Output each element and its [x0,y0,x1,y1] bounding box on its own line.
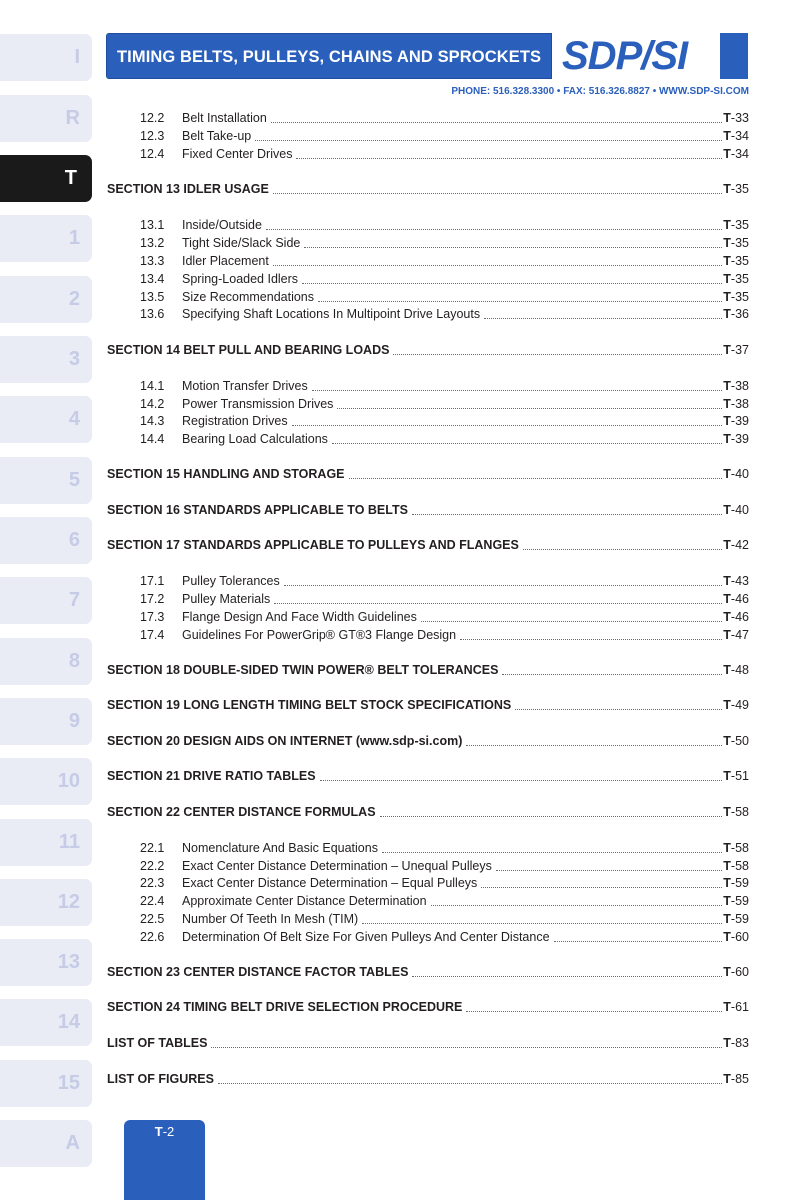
dot-leader [362,922,722,924]
toc-page-ref [722,128,749,144]
side-tab-label: 13 [57,951,80,973]
page-number: -2 [162,1124,175,1139]
toc-page-prefix: T [723,574,731,588]
toc-page-ref [722,911,749,927]
header-banner [106,33,552,79]
toc-page-ref [722,591,749,607]
side-tab-label: 7 [68,589,80,611]
toc-title: SECTION 14 BELT PULL AND BEARING LOADS [107,343,390,357]
dot-leader [255,139,722,141]
toc-number: 17.1 [140,574,165,588]
toc-page-number: -47 [730,628,749,642]
toc-title: Bearing Load Calculations [182,432,328,446]
toc-subsection-row[interactable] [107,271,749,287]
toc-title: SECTION 22 CENTER DISTANCE FORMULAS [107,805,376,819]
toc-page-number: -35 [730,182,749,196]
toc-page-number: -43 [730,574,749,588]
toc-page-prefix: T [723,182,731,196]
side-tab-5[interactable] [0,457,92,504]
toc-title: SECTION 20 DESIGN AIDS ON INTERNET (www.sdp-si.com) [107,734,463,748]
toc-title: SECTION 15 HANDLING AND STORAGE [107,467,345,481]
toc-page-ref [722,733,749,749]
toc-page-prefix: T [723,397,731,411]
toc-title: SECTION 23 CENTER DISTANCE FACTOR TABLES [107,965,409,979]
toc-page-number: -58 [730,859,749,873]
toc-subsection-row[interactable] [107,217,749,233]
toc-number: 14.4 [140,432,165,446]
dot-leader [318,300,722,302]
toc-subsection-row[interactable] [107,128,749,144]
toc-page-prefix: T [723,734,731,748]
toc-page-ref [722,573,749,589]
toc-page-number: -51 [730,769,749,783]
dot-leader [484,317,722,319]
toc-subsection-row[interactable] [107,413,749,429]
toc-page-prefix: T [723,628,731,642]
toc-page-ref [722,929,749,945]
toc-section-row[interactable] [107,466,749,482]
toc-page-number: -40 [730,467,749,481]
side-tab-7[interactable] [0,577,92,624]
toc-page-number: -35 [730,254,749,268]
toc-title: Determination Of Belt Size For Given Pulleys And Center Distance [182,930,550,944]
toc-subsection-row[interactable] [107,146,749,162]
toc-subsection-row[interactable] [107,858,749,874]
toc-page-number: -40 [730,503,749,517]
toc-page-prefix: T [723,841,731,855]
toc-page-prefix: T [723,894,731,908]
toc-page-number: -48 [730,663,749,677]
toc-title: SECTION 19 LONG LENGTH TIMING BELT STOCK SPECIFICATIONS [107,698,512,712]
dot-leader [304,246,722,248]
toc-page-prefix: T [723,218,731,232]
toc-number: 12.3 [140,129,165,143]
toc-number: 22.2 [140,859,165,873]
toc-page-number: -38 [730,379,749,393]
toc-page-number: -59 [730,894,749,908]
side-tab-label: R [65,107,80,129]
toc-section-row[interactable] [107,1071,749,1087]
toc-page-ref [722,858,749,874]
toc-subsection-row[interactable] [107,591,749,607]
toc-title: SECTION 17 STANDARDS APPLICABLE TO PULLEYS AND FLANGES [107,538,519,552]
toc-page-prefix: T [723,1072,731,1086]
toc-section-row[interactable] [107,804,749,820]
dot-leader [502,673,722,675]
toc-number: 13.1 [140,218,165,232]
toc-section-row[interactable] [107,181,749,197]
dot-leader [412,513,722,515]
toc-section-row[interactable] [107,537,749,553]
side-tab-1[interactable] [0,215,92,262]
toc-title: Tight Side/Slack Side [182,236,301,250]
toc-section-row[interactable] [107,697,749,713]
toc-title: Exact Center Distance Determination – Equal Pulleys [182,876,478,890]
page-number-label [124,1124,205,1139]
toc-title: Specifying Shaft Locations In Multipoint Drive Layouts [182,307,481,321]
side-tab-12[interactable] [0,879,92,926]
toc-page-ref [722,627,749,643]
side-tab-label: A [65,1132,80,1154]
toc-title: Exact Center Distance Determination – Unequal Pulleys [182,859,492,873]
toc-number: 13.6 [140,307,165,321]
toc-page-ref [722,217,749,233]
toc-page-prefix: T [723,663,731,677]
toc-page-ref [722,1071,749,1087]
toc-subsection-row[interactable] [107,110,749,126]
dot-leader [393,353,722,355]
toc-section-row[interactable] [107,999,749,1015]
toc-subsection-row[interactable] [107,627,749,643]
toc-page-number: -35 [730,218,749,232]
toc-page-prefix: T [723,1036,731,1050]
toc-title: Idler Placement [182,254,269,268]
toc-subsection-row[interactable] [107,396,749,412]
toc-title: Fixed Center Drives [182,147,293,161]
toc-page-prefix: T [723,307,731,321]
toc-page-number: -60 [730,930,749,944]
side-tab-label: 9 [68,710,80,732]
toc-page-ref [722,609,749,625]
toc-title: LIST OF FIGURES [107,1072,214,1086]
side-tab-label: 6 [68,529,80,551]
company-logo [552,33,748,79]
toc-title: SECTION 13 IDLER USAGE [107,182,269,196]
side-tab-label: 8 [68,650,80,672]
toc-page-ref [722,804,749,820]
toc-number: 13.3 [140,254,165,268]
toc-page-prefix: T [723,592,731,606]
toc-page-prefix: T [723,343,731,357]
logo-text: SDP/SI [562,34,688,78]
dot-leader [554,940,723,942]
dot-leader [218,1082,722,1084]
toc-page-ref [722,964,749,980]
side-tab-11[interactable] [0,819,92,866]
toc-subsection-row[interactable] [107,431,749,447]
toc-page-ref [722,840,749,856]
toc-subsection-row[interactable] [107,306,749,322]
toc-page-number: -34 [730,129,749,143]
side-tab-label: 12 [57,891,80,913]
toc-subsection-row[interactable] [107,235,749,251]
dot-leader [421,620,722,622]
side-tab-13[interactable] [0,939,92,986]
toc-title: Pulley Materials [182,592,271,606]
side-tab-2[interactable] [0,276,92,323]
toc-page-ref [722,271,749,287]
toc-page-prefix: T [723,111,731,125]
side-tab-label: 3 [68,348,80,370]
toc-subsection-row[interactable] [107,929,749,945]
toc-title: Pulley Tolerances [182,574,280,588]
toc-page-number: -61 [730,1000,749,1014]
toc-number: 13.2 [140,236,165,250]
toc-number: 13.5 [140,290,165,304]
dot-leader [274,602,722,604]
toc-page-ref [722,413,749,429]
toc-section-row[interactable] [107,502,749,518]
toc-title: Power Transmission Drives [182,397,334,411]
toc-page-number: -37 [730,343,749,357]
toc-section-row[interactable] [107,662,749,678]
toc-number: 14.2 [140,397,165,411]
toc-page-prefix: T [723,1000,731,1014]
dot-leader [466,1010,722,1012]
toc-page-prefix: T [723,769,731,783]
toc-subsection-row[interactable] [107,875,749,891]
toc-page-ref [722,181,749,197]
toc-page-ref [722,396,749,412]
toc-page-ref [722,342,749,358]
toc-page-number: -36 [730,307,749,321]
dot-leader [382,851,722,853]
toc-subsection-row[interactable] [107,289,749,305]
toc-number: 22.3 [140,876,165,890]
toc-page-ref [722,253,749,269]
toc-page-prefix: T [723,254,731,268]
toc-page-prefix: T [723,965,731,979]
side-tab-label: I [74,46,80,68]
toc-number: 22.1 [140,841,165,855]
toc-page-number: -83 [730,1036,749,1050]
toc-title: Spring-Loaded Idlers [182,272,299,286]
side-tab-10[interactable] [0,758,92,805]
dot-leader [523,548,722,550]
dot-leader [292,424,723,426]
dot-leader [273,264,722,266]
toc-page-prefix: T [723,698,731,712]
toc-page-number: -39 [730,414,749,428]
toc-subsection-row[interactable] [107,609,749,625]
dot-leader [481,886,722,888]
side-tab-label: 14 [57,1011,80,1033]
logo-bar-icon [720,33,748,79]
toc-number: 22.6 [140,930,165,944]
side-tab-14[interactable] [0,999,92,1046]
side-tab-6[interactable] [0,517,92,564]
toc-page-prefix: T [723,610,731,624]
dot-leader [515,708,722,710]
toc-title: Inside/Outside [182,218,262,232]
side-tab-label: 5 [68,469,80,491]
toc-title: SECTION 21 DRIVE RATIO TABLES [107,769,316,783]
toc-page-prefix: T [723,912,731,926]
toc-page-prefix: T [723,805,731,819]
toc-number: 13.4 [140,272,165,286]
toc-page-number: -38 [730,397,749,411]
toc-page-ref [722,289,749,305]
toc-title: Registration Drives [182,414,288,428]
toc-subsection-row[interactable] [107,893,749,909]
toc-page-ref [722,662,749,678]
toc-page-number: -39 [730,432,749,446]
page-prefix: T [154,1124,163,1139]
dot-leader [284,584,723,586]
toc-number: 22.5 [140,912,165,926]
dot-leader [349,477,723,479]
toc-page-prefix: T [723,290,731,304]
toc-number: 12.2 [140,111,165,125]
toc-page-ref [722,306,749,322]
toc-page-number: -85 [730,1072,749,1086]
dot-leader [412,975,722,977]
toc-page-number: -35 [730,272,749,286]
toc-page-prefix: T [723,147,731,161]
toc-page-prefix: T [723,859,731,873]
side-tab-label: 2 [68,288,80,310]
toc-number: 12.4 [140,147,165,161]
toc-section-row[interactable] [107,768,749,784]
dot-leader [266,228,722,230]
dot-leader [320,779,723,781]
dot-leader [271,121,723,123]
side-tab-label: 11 [58,831,80,853]
side-tab-label: 15 [57,1072,80,1094]
toc-page-number: -59 [730,912,749,926]
toc-number: 17.2 [140,592,165,606]
toc-number: 17.4 [140,628,165,642]
toc-title: LIST OF TABLES [107,1036,208,1050]
contact-line: PHONE: 516.328.3300 • FAX: 516.326.8827 • WWW.SDP-SI.COM [451,86,749,97]
toc-number: 14.1 [140,379,165,393]
side-tab-8[interactable] [0,638,92,685]
toc-title: Belt Take-up [182,129,252,143]
toc-page-ref [722,502,749,518]
toc-page-prefix: T [723,930,731,944]
header-title: TIMING BELTS, PULLEYS, CHAINS AND SPROCKETS [117,48,542,66]
toc-page-number: -33 [730,111,749,125]
dot-leader [296,157,722,159]
side-tab-a[interactable] [0,1120,92,1167]
toc-page-ref [722,146,749,162]
toc-title: SECTION 18 DOUBLE-SIDED TWIN POWER® BELT TOLERANCES [107,663,499,677]
side-tab-i[interactable] [0,34,92,81]
toc-section-row[interactable] [107,1035,749,1051]
toc-section-row[interactable] [107,342,749,358]
toc-page-ref [722,466,749,482]
toc-page-number: -46 [730,592,749,606]
side-tab-label: 1 [68,227,80,249]
dot-leader [431,904,723,906]
toc-page-prefix: T [723,129,731,143]
toc-subsection-row[interactable] [107,573,749,589]
toc-title: Guidelines For PowerGrip® GT®3 Flange Design [182,628,457,642]
toc-page-prefix: T [723,503,731,517]
toc-page-ref [722,378,749,394]
toc-number: 17.3 [140,610,165,624]
toc-number: 14.3 [140,414,165,428]
toc-page-prefix: T [723,432,731,446]
toc-section-row[interactable] [107,733,749,749]
side-tab-15[interactable] [0,1060,92,1107]
toc-page-ref [722,768,749,784]
dot-leader [337,407,722,409]
toc-page-prefix: T [723,236,731,250]
toc-page-ref [722,235,749,251]
toc-title: SECTION 16 STANDARDS APPLICABLE TO BELTS [107,503,408,517]
toc-page-prefix: T [723,414,731,428]
dot-leader [211,1046,722,1048]
dot-leader [380,815,723,817]
side-tab-label: T [64,167,77,189]
toc-page-ref [722,1035,749,1051]
toc-page-number: -46 [730,610,749,624]
toc-page-number: -35 [730,290,749,304]
toc-number: 22.4 [140,894,165,908]
toc-page-number: -59 [730,876,749,890]
page-number-tab [124,1120,205,1200]
toc-page-ref [722,875,749,891]
toc-page-prefix: T [723,379,731,393]
side-tab-3[interactable] [0,336,92,383]
toc-title: Size Recommendations [182,290,315,304]
toc-page-ref [722,431,749,447]
toc-page-number: -42 [730,538,749,552]
toc-page-ref [722,537,749,553]
toc-subsection-row[interactable] [107,911,749,927]
toc-title: SECTION 24 TIMING BELT DRIVE SELECTION PROCEDURE [107,1000,463,1014]
toc-subsection-row[interactable] [107,840,749,856]
toc-section-row[interactable] [107,964,749,980]
dot-leader [466,744,722,746]
toc-page-prefix: T [723,467,731,481]
toc-page-number: -49 [730,698,749,712]
dot-leader [496,869,722,871]
toc-title: Motion Transfer Drives [182,379,308,393]
toc-title: Number Of Teeth In Mesh (TIM) [182,912,359,926]
dot-leader [302,282,722,284]
toc-page-ref [722,893,749,909]
side-tab-4[interactable] [0,396,92,443]
side-tab-r[interactable] [0,95,92,142]
toc-page-ref [722,110,749,126]
dot-leader [332,442,722,444]
dot-leader [312,389,723,391]
toc-page-number: -34 [730,147,749,161]
dot-leader [273,192,722,194]
side-tab-label: 10 [57,770,80,792]
toc-page-number: -58 [730,841,749,855]
toc-subsection-row[interactable] [107,378,749,394]
toc-page-number: -50 [730,734,749,748]
toc-title: Belt Installation [182,111,267,125]
toc-page-ref [722,697,749,713]
toc-page-prefix: T [723,272,731,286]
toc-title: Flange Design And Face Width Guidelines [182,610,417,624]
toc-page-ref [722,999,749,1015]
side-tab-9[interactable] [0,698,92,745]
toc-page-prefix: T [723,538,731,552]
toc-page-number: -60 [730,965,749,979]
side-tab-t[interactable] [0,155,92,202]
toc-title: Approximate Center Distance Determination [182,894,427,908]
toc-page-number: -58 [730,805,749,819]
toc-subsection-row[interactable] [107,253,749,269]
side-tab-label: 4 [68,408,80,430]
toc-title: Nomenclature And Basic Equations [182,841,378,855]
toc-page-number: -35 [730,236,749,250]
dot-leader [460,638,722,640]
toc-page-prefix: T [723,876,731,890]
